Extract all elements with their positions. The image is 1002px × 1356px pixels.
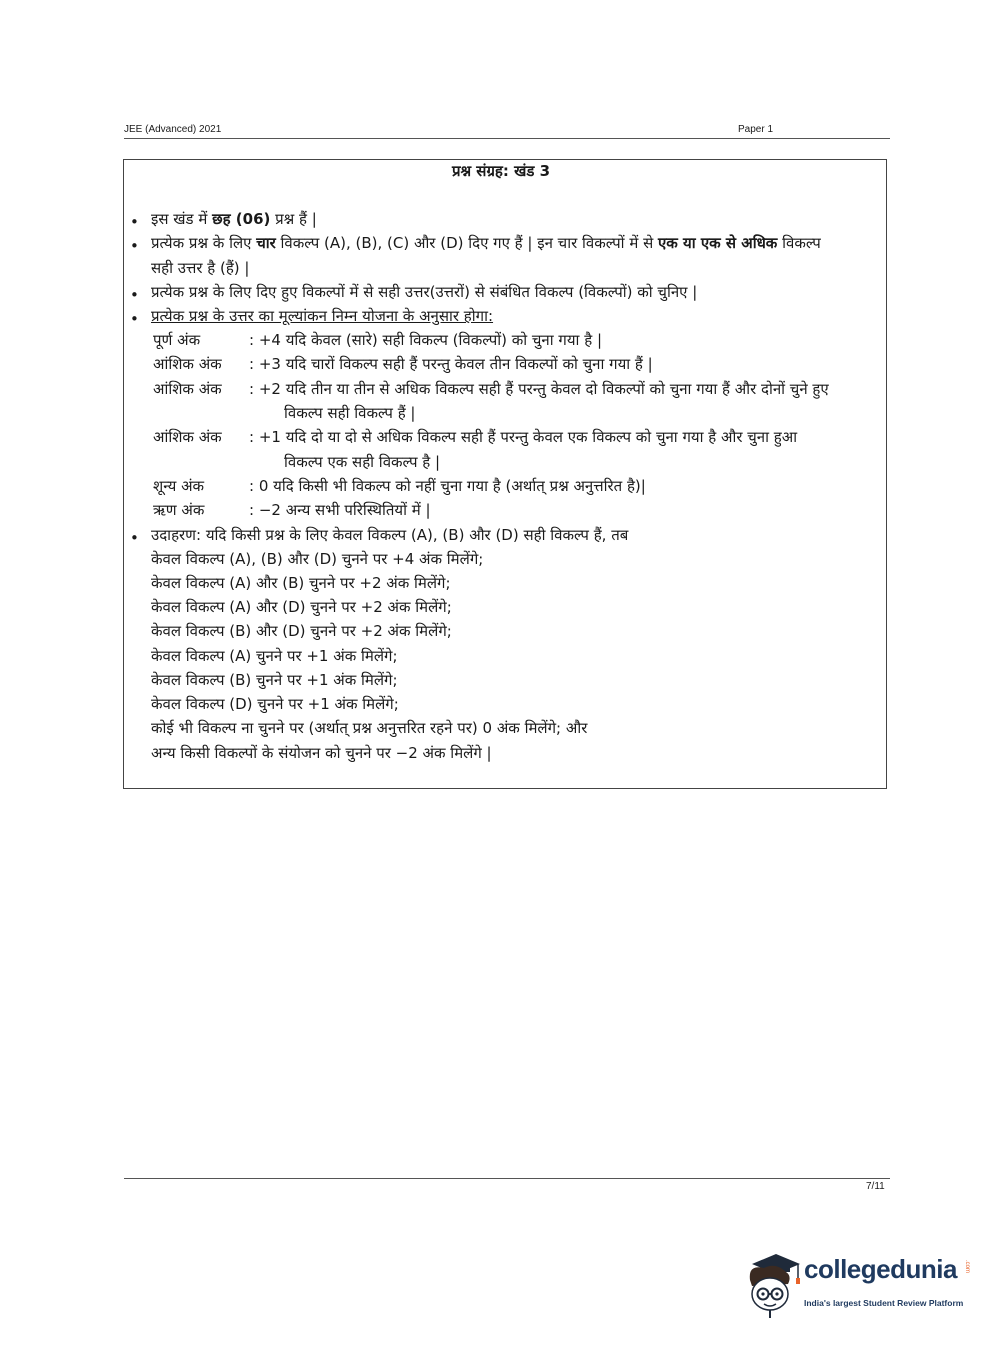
mark-label: पूर्ण अंक [153,331,201,349]
bullet-icon: • [130,213,139,231]
bullet-icon: • [130,310,139,328]
mark-row-partial-1-cont: विकल्प एक सही विकल्प है | [284,453,441,471]
logo-wordmark: collegedunia [804,1254,957,1284]
bullet-2-bold-2: एक या एक से अधिक [657,234,778,252]
footer-rule [124,1178,890,1179]
bullet-5: उदाहरण: यदि किसी प्रश्न के लिए केवल विकल्प (A), (B) और (D) सही विकल्प हैं, तब [151,526,629,544]
mark-label: आंशिक अंक [153,428,222,446]
bullet-2-mid: विकल्प (A), (B), (C) और (D) दिए गए हैं | इन चार विकल्पों में से [275,234,658,252]
page-number: 7/11 [866,1181,885,1192]
mark-row-partial-3 [153,352,653,376]
mark-row-full [153,328,602,352]
bullet-1-post: प्रश्न हैं | [270,210,317,228]
mark-text: : 0 यदि किसी भी विकल्प को नहीं चुना गया है (अर्थात् प्रश्न अनुत्तरित है)| [249,477,646,495]
mark-row-partial-2 [153,377,829,401]
bullet-2-line-1 [151,231,821,255]
page-header-left: JEE (Advanced) 2021 [124,124,222,135]
bullet-1-pre: इस खंड में [151,210,213,228]
mark-row-zero [153,474,646,498]
example-line: केवल विकल्प (A) और (D) चुनने पर +2 अंक मिलेंगे; [151,598,452,616]
mascot-icon [742,1250,802,1320]
mark-text: : +2 यदि तीन या तीन से अधिक विकल्प सही हैं परन्तु केवल दो विकल्पों को चुना गया हैं और दोनों चुने हुए [249,380,829,398]
bullet-1 [151,207,317,231]
bullet-4: प्रत्येक प्रश्न के उत्तर का मूल्यांकन निम्न योजना के अनुसार होगा: [151,307,494,325]
mark-row-partial-1 [153,425,797,449]
mark-label: शून्य अंक [153,477,205,495]
bullet-icon: • [130,286,139,304]
page-header-right: Paper 1 [738,124,774,135]
mark-text: : +1 यदि दो या दो से अधिक विकल्प सही हैं परन्तु केवल एक विकल्प को चुना गया है और चुना हुआ [249,428,798,446]
mark-text: : +3 यदि चारों विकल्प सही हैं परन्तु केवल तीन विकल्पों को चुना गया हैं | [249,355,653,373]
collegedunia-logo[interactable] [742,1250,972,1320]
mark-text: : +4 यदि केवल (सारे) सही विकल्प (विकल्पों) को चुना गया है | [249,331,602,349]
mark-label: ऋण अंक [153,501,205,519]
example-line: केवल विकल्प (A) और (B) चुनने पर +2 अंक मिलेंगे; [151,574,451,592]
example-line: अन्य किसी विकल्पों के संयोजन को चुनने पर −2 अंक मिलेंगे | [151,744,492,762]
bullet-2-pre: प्रत्येक प्रश्न के लिए [151,234,257,252]
logo-tagline: India's largest Student Review Platform [804,1298,964,1308]
mark-row-partial-2-cont: विकल्प सही विकल्प हैं | [284,404,416,422]
section-title: प्रश्न संग्रह: खंड 3 [451,162,551,180]
example-line: केवल विकल्प (B) और (D) चुनने पर +2 अंक मिलेंगे; [151,622,452,640]
example-line: कोई भी विकल्प ना चुनने पर (अर्थात् प्रश्न अनुत्तरित रहने पर) 0 अंक मिलेंगे; और [151,719,588,737]
bullet-2-bold-1: चार [256,234,276,252]
bullet-icon: • [130,529,139,547]
mark-text: : −2 अन्य सभी परिस्थितियों में | [249,501,431,519]
example-line: केवल विकल्प (D) चुनने पर +1 अंक मिलेंगे; [151,695,399,713]
bullet-icon: • [130,237,139,255]
example-line: केवल विकल्प (A), (B) और (D) चुनने पर +4 अंक मिलेंगे; [151,550,484,568]
mark-row-negative [153,498,431,522]
bullet-2-line-2: सही उत्तर है (हैं) | [151,259,250,277]
mark-label: आंशिक अंक [153,355,222,373]
example-line: केवल विकल्प (B) चुनने पर +1 अंक मिलेंगे; [151,671,398,689]
example-line: केवल विकल्प (A) चुनने पर +1 अंक मिलेंगे; [151,647,398,665]
bullet-1-bold: छह (06) [212,210,271,228]
mark-label: आंशिक अंक [153,380,222,398]
bullet-2-post: विकल्प [777,234,821,252]
logo-com: .com [964,1260,970,1274]
bullet-3: प्रत्येक प्रश्न के लिए दिए हुए विकल्पों में से सही उत्तर(उत्तरों) से संबंधित विकल्प (विकल्पों) को चुनिए | [151,283,698,301]
